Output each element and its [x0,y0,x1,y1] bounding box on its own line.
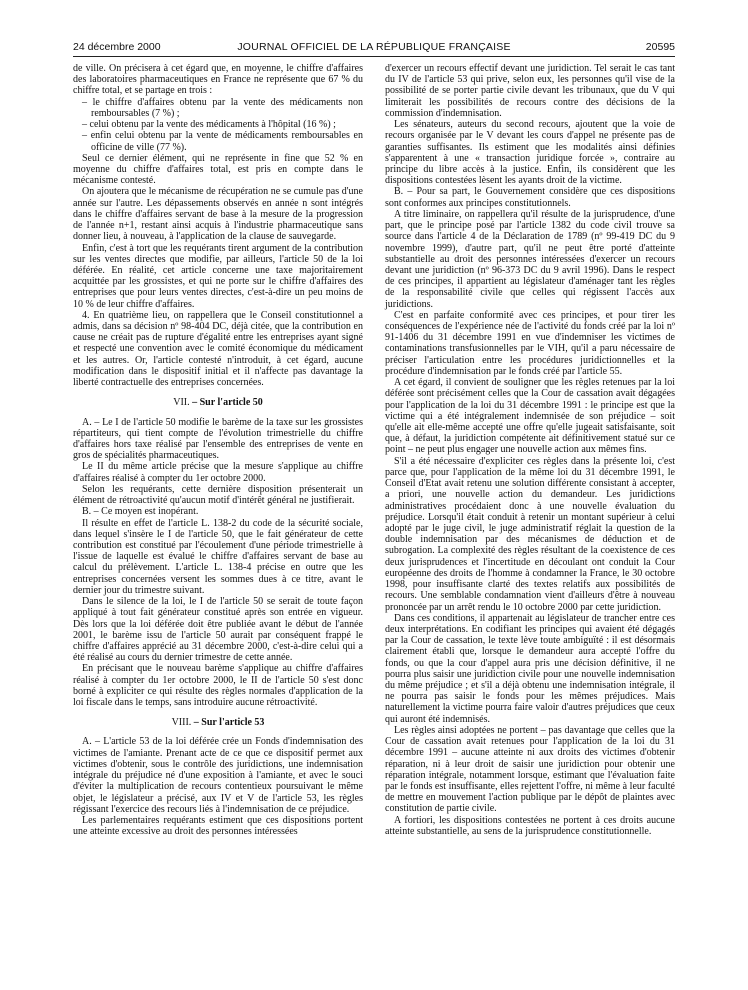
list-item: – le chiffre d'affaires obtenu par la vente des médicaments non remboursables (7 %) ; [82,96,363,119]
header-date: 24 décembre 2000 [73,41,161,53]
header-rule [73,56,675,57]
section-heading [73,397,363,408]
paragraph: A titre liminaire, on rappellera qu'il résulte de la jurisprudence, d'une part, que le principe posé par l'article 1382 du code civil trouve sa source dans l'article 4 de la Déclaration de 1789 (nº 99-419 DC du 9 novembre 1999), d'autre part, qu'il ne peut être porté d'atteinte substantielle au droit des personnes intéressées d'exercer un recours devant une juridiction (nº 96-373 DC du 9 avril 1996). Dans le respect de ces principes, il appartient au législateur d'aménager tant les règles de la responsabilité civile que celles qui régissent l'accès aux juridictions. [385,208,675,310]
paragraph: A cet égard, il convient de souligner que les règles retenues par la loi déférée sont précisément celles que la Cour de cassation avait dégagées pour l'application de la loi du 31 décembre 1991 : le principe est que la victime qui a été intégralement indemnisée de son préjudice – soit qu'elle ait elle-même accepté une offre qu'elle jugeait satisfaisante, soit que, à défaut, la juridiction compétente ait définitivement statué sur ce point – ne peut plus engager une nouvelle action aux mêmes fins. [385,377,675,456]
paragraph: S'il a été nécessaire d'expliciter ces règles dans la présente loi, c'est parce que, pour l'application de la même loi du 31 décembre 1991, le Conseil d'Etat avait retenu une solution différente consistant à accepter, a priori, une nouvelle action du demandeur. Les juridictions administratives procédaient donc à une nouvelle évaluation du préjudice. Lorsqu'il était conduit à retenir un montant supérieur à celui adopté par le juge civil, le juge administratif réglait la question de la double indemnisation par des mécanismes de déduction et de subrogation. La complexité des règles résultant de la coexistence de ces deux jurisprudences et l'incertitude en découlant ont conduit la Cour européenne des droits de l'homme à condamner la France, le 30 octobre 1998, pour insuffisante clarté des textes relatifs aux possibilités de recours. Une semblable condamnation vient d'ailleurs d'être à nouveau prononcée par un arrêt rendu le 10 octobre 2000 par cette juridiction. [385,455,675,613]
section-number: VII. [173,397,190,409]
paragraph: C'est en parfaite conformité avec ces principes, et pour tirer les conséquences de l'expérience née de l'activité du fonds créé par la loi nº 91-1406 du 31 décembre 1991 en vue d'indemniser les victimes de contaminations transfusionnelles par le VIH, qu'il a paru nécessaire de préciser l'articulation entre les procédures juridictionnelles et la procédure d'indemnisation par le fonds créé par l'article 55. [385,309,675,377]
journal-title: JOURNAL OFFICIEL DE LA RÉPUBLIQUE FRANÇAISE [237,41,511,53]
paragraph: A. – L'article 53 de la loi déférée crée un Fonds d'indemnisation des victimes de l'amiante. Prenant acte de ce que ce dispositif permet aux victimes d'obtenir, sous le contrôle des juridictions, une indemnisation intégrale du préjudice né d'une exposition à l'amiante, et avec le souci d'éviter la multiplication de recours contentieux poursuivant le même objet, le législateur a précisé, aux IV et V de l'article 53, les règles régissant l'exercice des recours liés à l'indemnisation de ce préjudice. [73,736,363,815]
right-column [385,63,675,837]
paragraph: de ville. On précisera à cet égard que, en moyenne, le chiffre d'affaires des laboratoires pharmaceutiques en France ne représente que 67 % du chiffre total, et se partage en trois : [73,63,363,97]
list-item: – enfin celui obtenu par la vente de médicaments remboursables en officine de ville (77 %). [82,130,363,153]
paragraph: On ajoutera que le mécanisme de récupération ne se cumule pas d'une année sur l'autre. Les dépassements observés en année n sont intégrés dans le chiffre d'affaires servant de base à la mesure de la progression de l'année n+1, restant ainsi acquis à l'industrie pharmaceutique sans donner lieu, à nouveau, à l'application de la clause de sauvegarde. [73,186,363,243]
paragraph: En précisant que le nouveau barème s'applique au chiffre d'affaires réalisé à compter du 1er octobre 2000, le II de l'article 50 s'est donc borné à expliciter ce qui résulte des règles normales d'application de la loi fiscale dans le temps, sans introduire aucune rétroactivité. [73,663,363,709]
section-title: – Sur l'article 50 [192,397,263,409]
paragraph: Les parlementaires requérants estiment que ces dispositions portent une atteinte excessive au droit des personnes intéressées [73,815,363,838]
section-number: VIII. [171,717,192,729]
paragraph: Dans ces conditions, il appartenait au législateur de trancher entre ces deux interprétations. En codifiant les principes qui avaient été dégagés par la Cour de cassation, le texte lève toute ambiguïté : il est désormais clairement établi que, lorsque le demandeur aura accepté l'offre du fonds, ou que la cour d'appel aura pris une décision définitive, il ne pourra plus saisir une juridiction civile pour une nouvelle indemnisation du même préjudice ; et s'il a déjà obtenu une indemnisation intégrale, il ne pourra pas saisir le fonds pour les mêmes préjudices. Mais naturellement la victime pourra faire valoir d'autres préjudices que ceux qui auront été indemnisés. [385,612,675,725]
paragraph: Selon les requérants, cette dernière disposition présenterait un élément de rétroactivité qu'aucun motif d'intérêt général ne justifierait. [73,483,363,507]
paragraph: Il résulte en effet de l'article L. 138-2 du code de la sécurité sociale, dans lequel s'insère le I de l'article 50, que le fait générateur de cette contribution est constitué par l'écoulement d'une période trimestrielle à l'issue de laquelle est évalué le chiffre d'affaires servant de base au calcul du prélèvement. L'article L. 138-4 précise en outre que les entreprises concernées versent les sommes dues à ce titre, avant le dernier jour du trimestre suivant. [73,517,363,596]
paragraph: 4. En quatrième lieu, on rappellera que le Conseil constitutionnel a admis, dans sa décision nº 98-404 DC, déjà citée, que la contribution en cause ne créait pas de rupture d'égalité entre les entreprises ayant signé et respecté une convention avec le comité économique du médicament et les autres. Or, l'article contesté n'introduit, à cet égard, aucune modification dans le dispositif initial et il n'affecte pas davantage la liberté contractuelle des entreprises concernées. [73,309,363,389]
paragraph: Les sénateurs, auteurs du second recours, ajoutent que la voie de recours organisée par le V devant les cours d'appel ne présente pas de garanties suffisantes. Ils estiment que les modalités ainsi définies s'apparentent à une « transaction juridique forcée », contraire au principe du libre accès à la justice. Enfin, ils considèrent que les dispositions contestées lèsent les ayants droit de la victime. [385,119,675,187]
paragraph: A fortiori, les dispositions contestées ne portent à ces droits aucune atteinte substantielle, au sens de la jurisprudence constitutionnelle. [385,814,675,837]
paragraph: d'exercer un recours effectif devant une juridiction. Tel serait le cas tant du IV de l'article 53 qui prive, selon eux, les personnes qu'il vise de la possibilité de se porter partie civile devant les tribunaux, que du V qui limiterait les possibilités de recours contre des décisions de la commission d'indemnisation. [385,63,675,119]
running-header [73,41,675,55]
section-title: – Sur l'article 53 [193,717,265,729]
paragraph: Seul ce dernier élément, qui ne représente in fine que 52 % en moyenne du chiffre d'affaires total, est pris en compte dans le mécanisme contesté. [73,152,363,187]
section-heading [73,717,363,728]
paragraph: B. – Ce moyen est inopérant. [82,506,199,518]
paragraph: B. – Pour sa part, le Gouvernement considère que ces dispositions sont conformes aux principes constitutionnels. [385,186,675,209]
paragraph: Les règles ainsi adoptées ne portent – pas davantage que celles que la Cour de cassation avait retenues pour l'application de la loi du 31 décembre 1991 – aucune atteinte ni aux droits des victimes d'obtenir réparation, ni à leur droit de saisir une juridiction pour obtenir une réparation intégrale, notamment lorsque, estimant que l'évaluation faite par le fonds est insuffisante, elles rejettent l'offre, ni même à leur faculté de mettre en mouvement l'action publique par le dépôt de plaintes avec constitution de partie civile. [385,724,675,815]
paragraph: Le II du même article précise que la mesure s'applique au chiffre d'affaires réalisé à compter du 1er octobre 2000. [73,461,363,484]
paragraph: A. – Le I de l'article 50 modifie le barème de la taxe sur les grossistes répartiteurs, qui tient compte de l'évolution trimestrielle du chiffre d'affaires hors taxe réalisé par l'ensemble des entreprises de vente en gros de spécialités pharmaceutiques. [73,416,363,462]
paragraph: Dans le silence de la loi, le I de l'article 50 se serait de toute façon appliqué à tout fait générateur constitué après son entrée en vigueur. Dès lors que la loi déférée doit être publiée avant le début de l'année 2001, le barème issu de l'article 50 aurait par conséquent frappé le chiffre d'affaires apprécié au 31 décembre 2000, c'est-à-dire celui qui a été réalisé au cours du dernier trimestre de cette année. [73,596,363,664]
paragraph: Enfin, c'est à tort que les requérants tirent argument de la contribution sur les ventes directes que modifie, par ailleurs, l'article 50 de la loi déférée. En réalité, cet article concerne une taxe majoritairement acquittée par les grossistes, et qui ne porte sur le chiffre d'affaires des entreprises que pour leurs ventes directes, c'est-à-dire un peu moins de 10 % de leur chiffre d'affaires. [73,242,363,310]
list-item: – celui obtenu par la vente des médicaments à l'hôpital (16 %) ; [82,119,336,131]
page-number: 20595 [645,41,675,53]
left-column [73,63,363,837]
